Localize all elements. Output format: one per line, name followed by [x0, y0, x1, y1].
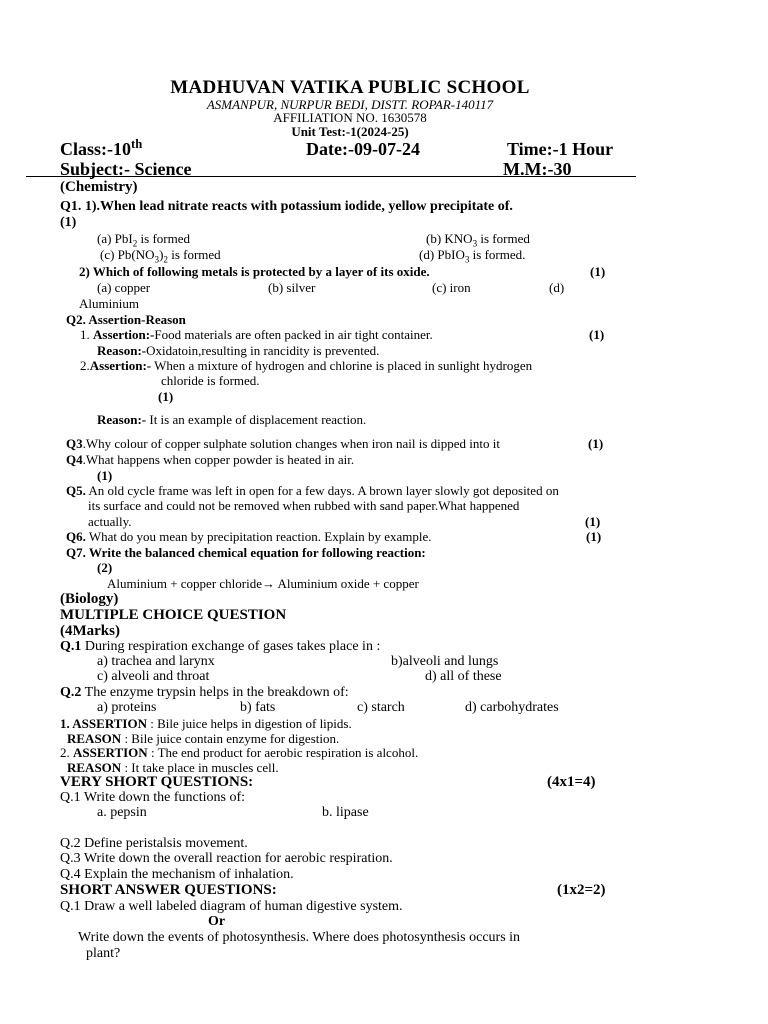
chem-q7-equation: Aluminium + copper chloride→ Aluminium oxide + copper	[107, 576, 419, 591]
q-label: Q6.	[66, 529, 86, 544]
class-label	[60, 139, 142, 160]
reason-label: REASON	[67, 760, 122, 775]
reason-label: Reason:-	[97, 343, 147, 358]
header-rule	[26, 176, 636, 177]
chem-q2-2-assertion-cont: chloride is formed.	[161, 373, 260, 388]
q-label: Q5.	[66, 483, 86, 498]
assertion-label: ASSERTION	[73, 745, 148, 760]
chem-q1-2: 2) Which of following metals is protected by a layer of its oxide.	[79, 264, 430, 279]
chem-q2-1-reason	[97, 343, 379, 359]
vsq-q2: Q.2 Define peristalsis movement.	[60, 836, 248, 851]
reason-label: Reason:-	[97, 412, 147, 427]
num: 2.	[80, 358, 90, 373]
class-text: Class:-10	[60, 139, 131, 159]
bio-q2-option-c: c) starch	[357, 700, 405, 715]
saq-q1: Q.1 Draw a well labeled diagram of human digestive system.	[60, 899, 403, 914]
biology-heading: (Biology)	[60, 591, 119, 607]
chem-q3-marks: (1)	[588, 436, 604, 451]
vsq-q4: Q.4 Explain the mechanism of inhalation.	[60, 867, 294, 882]
chem-q2-2-assertion	[80, 358, 532, 374]
reason-text: : Bile juice contain enzyme for digestion.	[121, 731, 340, 746]
opt-sub: 3	[472, 238, 478, 249]
chem-q4-marks: (1)	[97, 468, 113, 483]
opt-text: (b) KNO	[426, 231, 473, 246]
bio-q1-option-a: a) trachea and larynx	[97, 654, 215, 669]
chem-q2-2-marks: (1)	[158, 389, 174, 404]
bio-q1	[60, 639, 380, 655]
max-marks-label: M.M:-30	[503, 159, 572, 179]
assertion-text: When a mixture of hydrogen and chlorine is placed in sunlight hydrogen	[151, 358, 533, 373]
reason-text: It is an example of displacement reaction.	[146, 412, 367, 427]
bio-q1-option-b: b)alveoli and lungs	[391, 654, 499, 669]
mcq-marks: (4Marks)	[60, 623, 120, 639]
q-label: Q.2	[60, 685, 82, 700]
q-text: The enzyme trypsin helps in the breakdown of:	[81, 685, 349, 700]
assertion-label: Assertion:-	[89, 358, 152, 373]
chem-q1-2-option-a: (a) copper	[97, 280, 151, 295]
chem-q1-2-option-d: (d)	[549, 280, 565, 295]
class-sup: th	[131, 137, 143, 151]
opt-text: is formed.	[469, 247, 526, 262]
test-title: Unit Test:-1(2024-25)	[291, 124, 409, 139]
num: 1.	[80, 327, 93, 342]
opt-text: is formed	[477, 231, 530, 246]
reason-text: Oxidatoin,resulting in rancidity is prevented.	[146, 343, 380, 358]
chem-q6-marks: (1)	[586, 529, 602, 544]
saq-heading: SHORT ANSWER QUESTIONS:	[60, 882, 277, 898]
vsq-q1-a: a. pepsin	[97, 805, 147, 820]
assertion-label: Assertion:-	[93, 327, 155, 342]
vsq-q1-b: b. lipase	[322, 805, 369, 820]
q-text: What do you mean by precipitation reaction. Explain by example.	[85, 529, 432, 544]
vsq-heading: VERY SHORT QUESTIONS:	[60, 774, 254, 790]
chem-q1-option-d	[419, 247, 525, 263]
chem-q1-marks: (1)	[60, 215, 77, 230]
bio-q1-option-d: d) all of these	[425, 669, 502, 684]
time-label: Time:-1 Hour	[507, 139, 614, 159]
chem-q4	[66, 452, 354, 468]
chem-q5-marks: (1)	[585, 514, 601, 529]
chem-q5-line2: its surface and could not be removed when rubbed with sand paper.What happened	[88, 498, 520, 513]
subject-label: Subject:- Science	[60, 159, 192, 179]
date-label: Date:-09-07-24	[306, 139, 420, 159]
saq-or: Or	[208, 914, 226, 929]
vsq-marks: (4x1=4)	[547, 774, 596, 790]
opt-sub: 2	[132, 238, 138, 249]
opt-text: is formed	[137, 231, 191, 246]
q-label: Q3	[66, 436, 83, 451]
school-name: MADHUVAN VATIKA PUBLIC SCHOOL	[170, 77, 530, 98]
q-text: During respiration exchange of gases takes place in :	[81, 639, 381, 654]
chem-q1-2-option-c: (c) iron	[432, 280, 471, 295]
bio-q2	[60, 685, 349, 701]
saq-q1-alt: Write down the events of photosynthesis. Where does photosynthesis occurs in	[78, 930, 521, 945]
saq-marks: (1x2=2)	[557, 882, 606, 898]
opt-text: (d) PbIO	[419, 247, 465, 262]
opt-text: (c) Pb(NO	[100, 247, 155, 262]
opt-text: )	[159, 247, 164, 262]
q-label: Q.1	[60, 639, 82, 654]
assertion-text: Food materials are often packed in air tight container.	[154, 327, 433, 342]
bio-assertion-1	[60, 716, 352, 732]
chem-q1-option-a	[97, 231, 190, 247]
vsq-q3: Q.3 Write down the overall reaction for aerobic respiration.	[60, 851, 393, 866]
q-label: Q4	[66, 452, 83, 467]
bio-q1-option-c: c) alveoli and throat	[97, 669, 210, 684]
num: 1.	[60, 716, 73, 731]
opt-sub: 2	[163, 254, 168, 265]
chem-q6	[66, 529, 431, 545]
vsq-q1: Q.1 Write down the functions of:	[60, 790, 246, 805]
chem-q5	[66, 483, 559, 499]
chem-q1-2-option-d-text: Aluminium	[79, 296, 139, 311]
bio-assertion-2	[60, 745, 418, 761]
chemistry-heading: (Chemistry)	[60, 179, 138, 195]
chem-q1-2-marks: (1)	[590, 264, 606, 279]
opt-text: (a) PbI	[97, 231, 133, 246]
chem-q5-line3: actually.	[88, 514, 132, 529]
saq-q1-alt-cont: plant?	[86, 946, 121, 961]
chem-q1: Q1. 1).When lead nitrate reacts with potassium iodide, yellow precipitate of.	[60, 199, 513, 214]
chem-q2-2-reason	[97, 412, 366, 428]
affiliation: AFFILIATION NO. 1630578	[273, 110, 427, 125]
school-address: ASMANPUR, NURPUR BEDI, DISTT. ROPAR-140117	[206, 97, 494, 112]
reason-text: : It take place in muscles cell.	[121, 760, 279, 775]
chem-q1-2-option-b: (b) silver	[268, 280, 316, 295]
q-text: .What happens when copper powder is heated in air.	[82, 452, 355, 467]
mcq-heading: MULTIPLE CHOICE QUESTION	[60, 607, 287, 623]
chem-q2-1-marks: (1)	[589, 327, 605, 342]
bio-q2-option-a: a) proteins	[97, 700, 157, 715]
assertion-label: ASSERTION	[72, 716, 147, 731]
chem-q1-option-c	[100, 247, 221, 263]
chem-q2-1-assertion	[80, 327, 433, 343]
bio-q2-option-d: d) carbohydrates	[465, 700, 559, 715]
opt-text: is formed	[167, 247, 221, 262]
assertion-text: : The end product for aerobic respiration is alcohol.	[147, 745, 419, 760]
q-text: .Why colour of copper sulphate solution changes when iron nail is dipped into it	[82, 436, 500, 451]
reason-label: REASON	[67, 731, 122, 746]
opt-sub: 3	[464, 254, 470, 265]
chem-q2: Q2. Assertion-Reason	[66, 312, 186, 327]
bio-q2-option-b: b) fats	[240, 700, 276, 715]
opt-sub: 3	[154, 254, 160, 265]
chem-q7: Q7. Write the balanced chemical equation for following reaction:	[66, 545, 426, 560]
q-text: An old cycle frame was left in open for a few days. A brown layer slowly got deposited on	[85, 483, 559, 498]
chem-q3	[66, 436, 500, 452]
num: 2.	[60, 745, 73, 760]
chem-q1-option-b	[426, 231, 530, 247]
assertion-text: : Bile juice helps in digestion of lipids.	[146, 716, 352, 731]
chem-q7-marks: (2)	[97, 560, 113, 575]
